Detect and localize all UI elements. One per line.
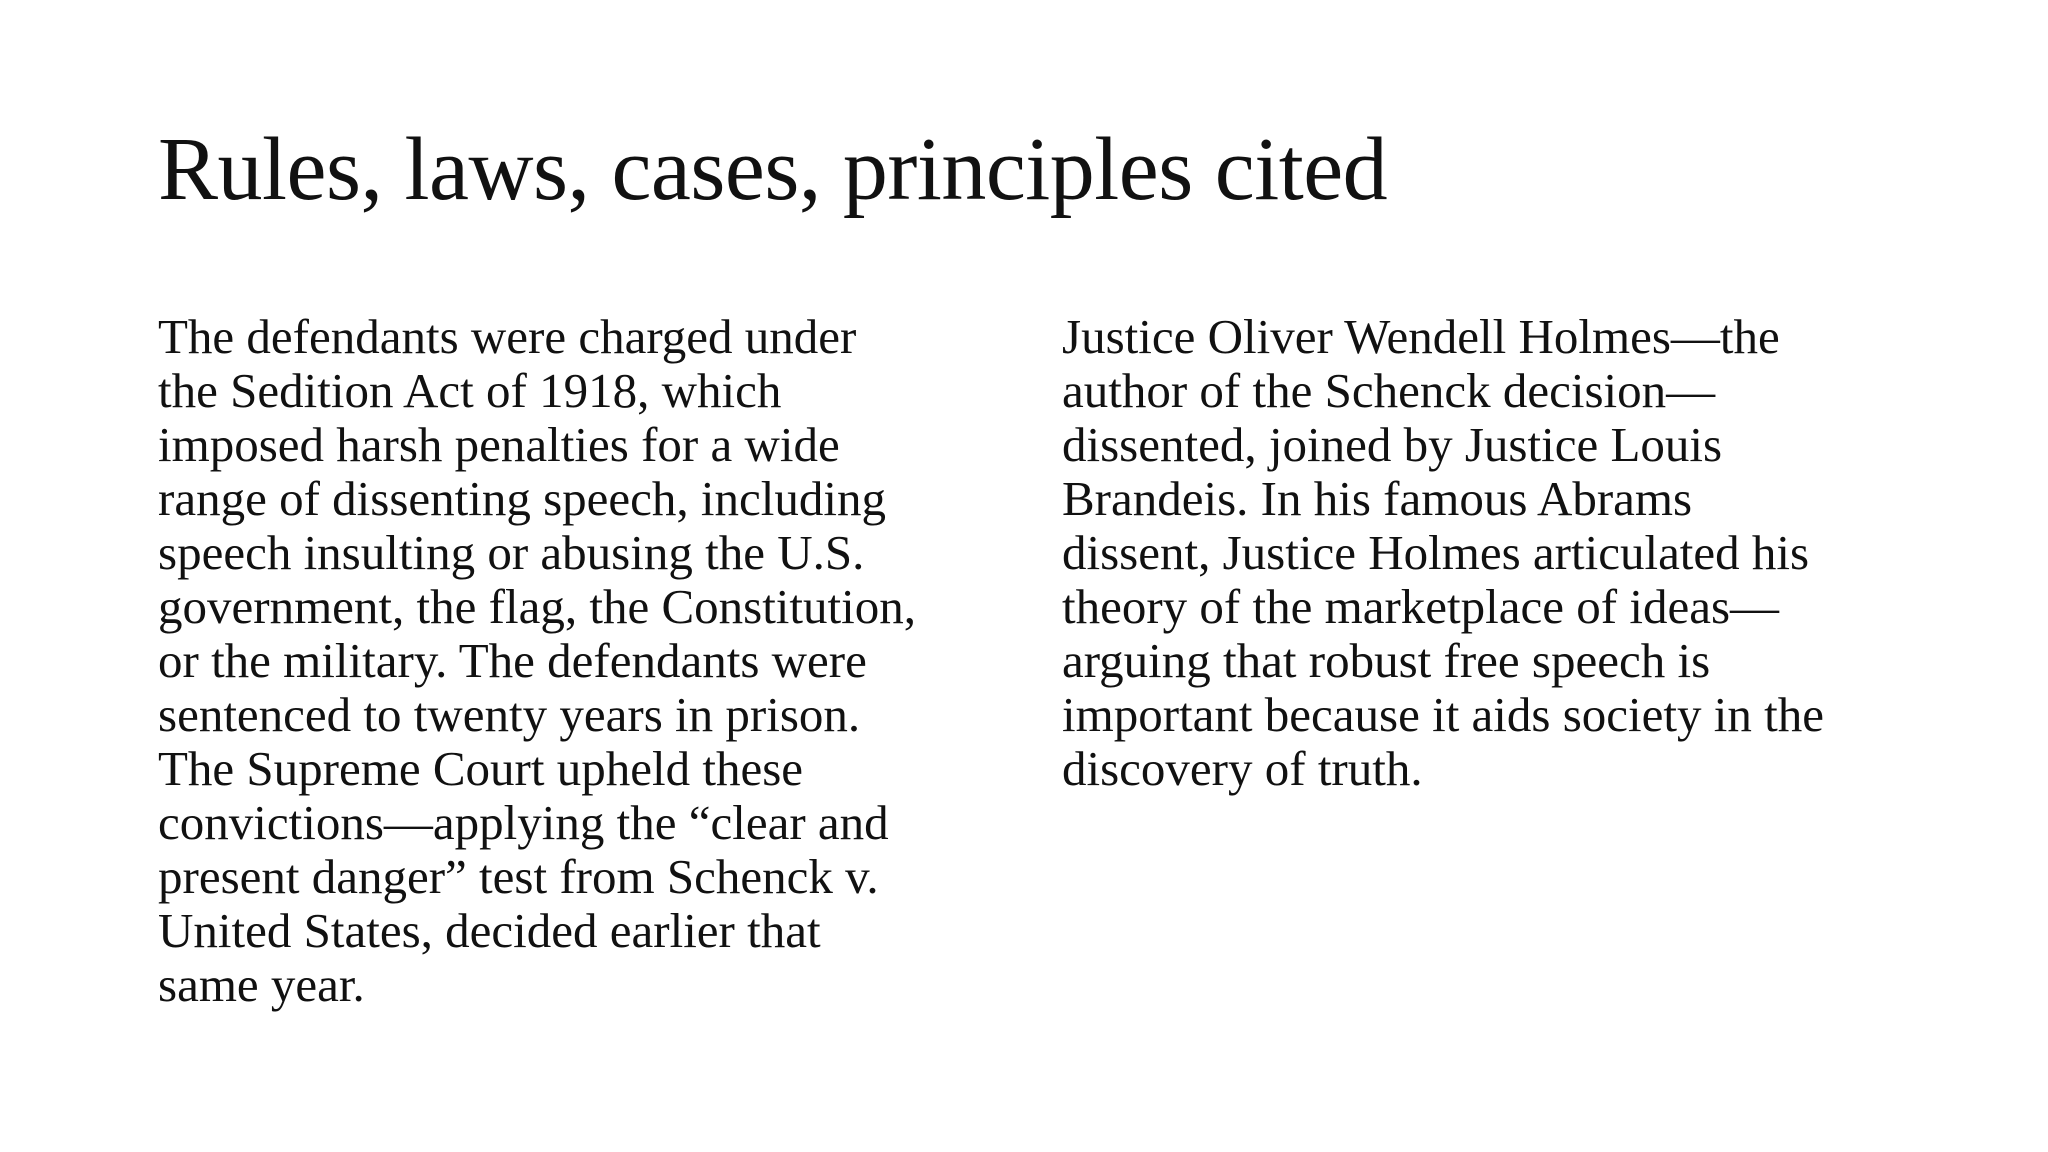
left-text-line: convictions—applying the “clear and xyxy=(158,795,889,850)
left-text-line: sentenced to twenty years in prison. xyxy=(158,687,861,742)
right-text-line: author of the Schenck decision— xyxy=(1062,363,1716,418)
right-text-line: Brandeis. In his famous Abrams xyxy=(1062,471,1693,526)
right-text-line: arguing that robust free speech is xyxy=(1062,633,1711,688)
left-text-line: United States, decided earlier that xyxy=(158,903,821,958)
right-text-line: dissented, joined by Justice Louis xyxy=(1062,417,1723,472)
left-text-line: the Sedition Act of 1918, which xyxy=(158,363,782,418)
left-text-line: government, the flag, the Constitution, xyxy=(158,579,917,634)
left-text-line: present danger” test from Schenck v. xyxy=(158,849,879,904)
left-text-line: The Supreme Court upheld these xyxy=(158,741,804,796)
right-text-line: Justice Oliver Wendell Holmes—the xyxy=(1062,309,1780,364)
slide-title: Rules, laws, cases, principles cited xyxy=(158,120,1388,219)
left-text-line: imposed harsh penalties for a wide xyxy=(158,417,840,472)
left-column-text xyxy=(158,310,1018,1012)
right-column-text xyxy=(1062,310,2002,796)
left-text-line: range of dissenting speech, including xyxy=(158,471,887,526)
left-text-line: The defendants were charged under xyxy=(158,309,857,364)
left-text-line: same year. xyxy=(158,957,365,1012)
left-text-line: or the military. The defendants were xyxy=(158,633,867,688)
left-text-line: speech insulting or abusing the U.S. xyxy=(158,525,865,580)
right-text-line: important because it aids society in the xyxy=(1062,687,1825,742)
right-text-line: discovery of truth. xyxy=(1062,741,1423,796)
right-text-line: theory of the marketplace of ideas— xyxy=(1062,579,1780,634)
right-text-line: dissent, Justice Holmes articulated his xyxy=(1062,525,1810,580)
